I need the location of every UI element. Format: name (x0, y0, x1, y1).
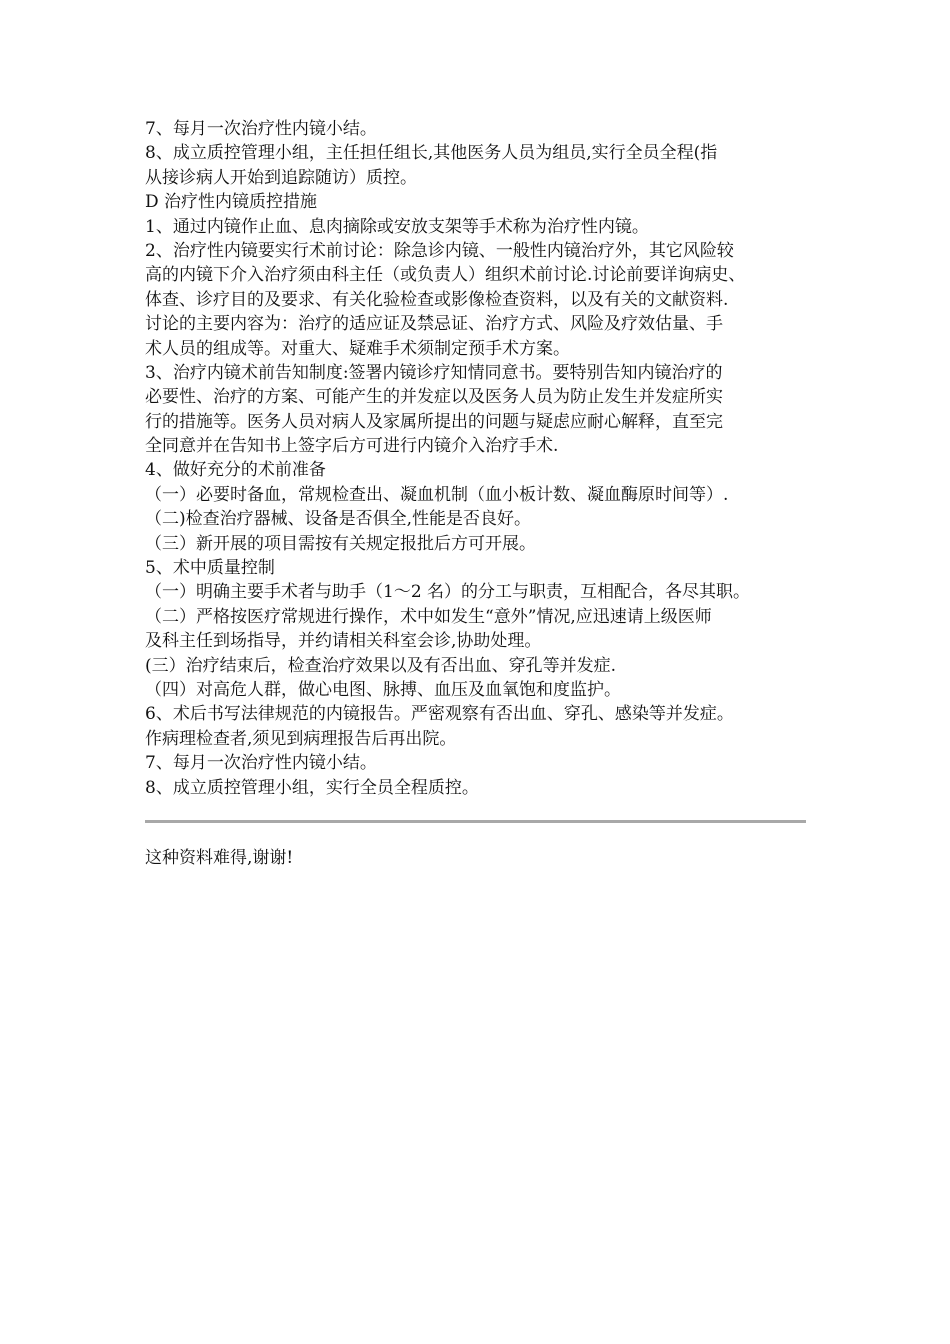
text-line: 6、术后书写法律规范的内镜报告。严密观察有否出血、穿孔、感染等并发症。 (145, 704, 734, 725)
text-line: (三）治疗结束后，检查治疗效果以及有否出血、穿孔等并发症. (145, 655, 617, 676)
text-line: （二)检查治疗器械、设备是否俱全,性能是否良好。 (145, 509, 532, 530)
text-line: 2、治疗性内镜要实行术前讨论：除急诊内镜、一般性内镜治疗外，其它风险较 (145, 240, 734, 261)
text-line: 及科主任到场指导，并约请相关科室会诊,协助处理。 (145, 631, 542, 652)
text-line: 7、每月一次治疗性内镜小结。 (145, 753, 377, 774)
text-line: 术人员的组成等。对重大、疑难手术须制定预手术方案。 (145, 338, 570, 359)
text-line: 7、每月一次治疗性内镜小结。 (145, 119, 377, 139)
text-line: 从接诊病人开始到追踪随访）质控。 (145, 167, 417, 188)
text-line: 体查、诊疗目的及要求、有关化验检查或影像检查资料，以及有关的文献资料. (145, 289, 729, 310)
document-body (145, 117, 810, 800)
text-line: 作病理检查者,须见到病理报告后再出院。 (145, 728, 457, 749)
text-line: （二）严格按医疗常规进行操作，术中如发生“意外”情况,应迅速请上级医师 (145, 606, 712, 627)
horizontal-divider (145, 820, 806, 823)
text-line: 高的内镜下介入治疗须由科主任（或负责人）组织术前讨论.讨论前要详询病史、 (145, 265, 746, 286)
text-line: 8、成立质控管理小组，实行全员全程质控。 (145, 777, 479, 798)
text-line: （三）新开展的项目需按有关规定报批后方可开展。 (145, 533, 536, 554)
section-heading: D 治疗性内镜质控措施 (145, 192, 318, 213)
text-line: 4、做好充分的术前准备 (145, 460, 326, 481)
text-line: 必要性、治疗的方案、可能产生的并发症以及医务人员为防止发生并发症所实 (145, 387, 723, 408)
text-line: 全同意并在告知书上签字后方可进行内镜介入治疗手术. (145, 436, 559, 457)
text-line: 5、术中质量控制 (145, 558, 275, 579)
text-line: 3、治疗内镜术前告知制度:签署内镜诊疗知情同意书。要特别告知内镜治疗的 (145, 362, 723, 383)
text-line: 行的措施等。医务人员对病人及家属所提出的问题与疑虑应耐心解释，直至完 (145, 411, 723, 432)
text-line: 讨论的主要内容为：治疗的适应证及禁忌证、治疗方式、风险及疗效估量、手 (145, 314, 723, 335)
text-line: （四）对高危人群，做心电图、脉搏、血压及血氧饱和度监护。 (145, 679, 621, 700)
text-line: 1、通过内镜作止血、息肉摘除或安放支架等手术称为治疗性内镜。 (145, 216, 649, 237)
text-line: （一）必要时备血，常规检查出、凝血机制（血小板计数、凝血酶原时间等）. (145, 484, 729, 505)
footer-note: 这种资料难得,谢谢! (145, 848, 294, 868)
text-line: 8、成立质控管理小组，主任担任组长,其他医务人员为组员,实行全员全程(指 (145, 143, 718, 164)
text-line: （一）明确主要手术者与助手（1～2 名）的分工与职责，互相配合，各尽其职。 (145, 582, 751, 603)
